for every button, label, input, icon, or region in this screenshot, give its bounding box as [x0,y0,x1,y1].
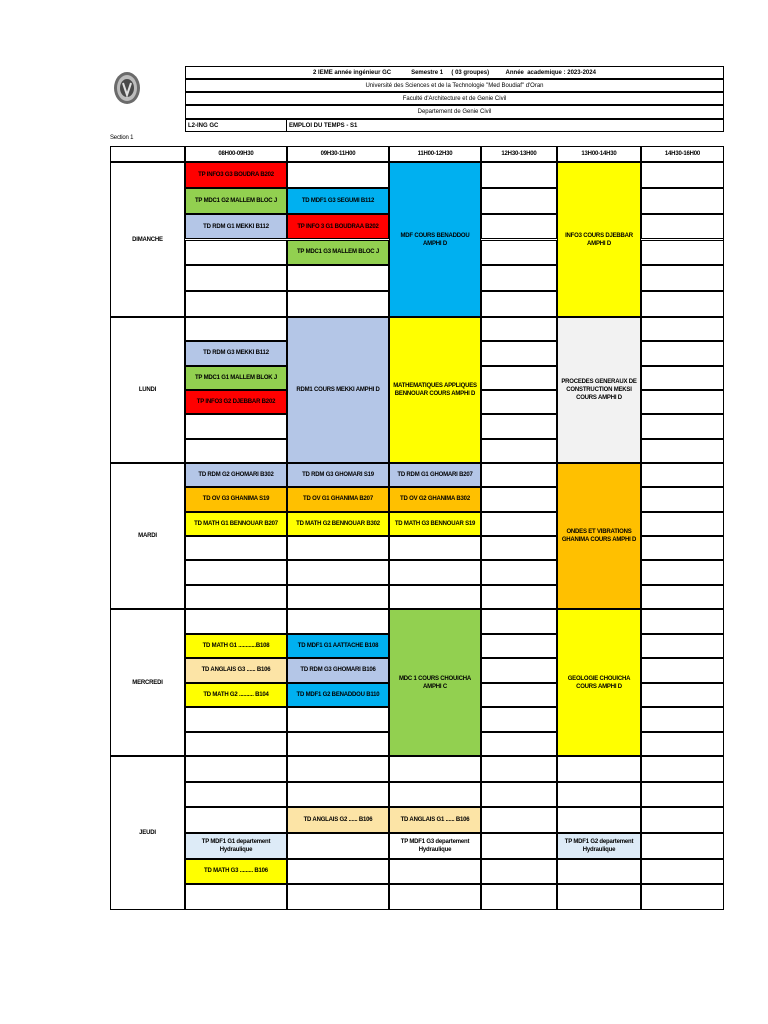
day-label-mercredi: MERCREDI [110,609,185,756]
empty-slot [641,782,724,808]
time-slot-header: 08H00-09H30 [185,146,287,162]
empty-slot [389,884,481,910]
empty-slot [641,317,724,341]
empty-slot [641,341,724,365]
empty-slot [641,634,724,659]
session-mar-2[interactable]: TD RDM G3 GHOMARI S19 [287,463,389,487]
empty-slot [481,833,557,859]
empty-slot [481,884,557,910]
time-slot-header: 12H30-13H00 [481,146,557,162]
session-mer-3[interactable]: TD ANGLAIS G3 ...... B106 [185,658,287,683]
empty-slot [287,756,389,782]
session-lun-6[interactable]: PROCEDES GENERAUX DE CONSTRUCTION MEKSI COURS AMPHI D [557,317,641,463]
empty-slot [287,707,389,732]
empty-slot [287,859,389,885]
empty-slot [557,782,641,808]
header-code: L2-ING GC [185,119,287,132]
time-slot-header: 11H00-12H30 [389,146,481,162]
session-mar-4[interactable]: TD OV G3 GHANIMA S19 [185,487,287,511]
empty-slot [481,366,557,390]
empty-slot [287,884,389,910]
session-dim-2[interactable]: TP MDC1 G2 MALLEM BLOC J [185,188,287,214]
empty-slot [481,859,557,885]
empty-slot [481,188,557,214]
empty-slot [185,439,287,463]
empty-slot [641,487,724,511]
empty-slot [185,585,287,609]
section-label: Section 1 [110,135,134,141]
empty-slot [287,291,389,317]
empty-slot [641,833,724,859]
empty-slot [641,560,724,584]
session-mer-2[interactable]: TD MDF1 G1 AATTACHE B108 [287,634,389,659]
timetable-grid [110,146,724,910]
empty-slot [481,683,557,708]
empty-slot [481,585,557,609]
session-jeu-2[interactable]: TD ANGLAIS G1 ...... B106 [389,807,481,833]
empty-slot [641,884,724,910]
session-mar-9[interactable]: TD MATH G3 BENNOUAR S19 [389,512,481,536]
header-department: Departement de Genie Civil [185,105,724,119]
empty-slot [641,585,724,609]
empty-slot [481,756,557,782]
empty-slot [481,609,557,634]
day-label-dimanche: DIMANCHE [110,162,185,317]
empty-slot [641,366,724,390]
time-slot-header: 14H30-16H00 [641,146,724,162]
session-jeu-1[interactable]: TD ANGLAIS G2 ...... B106 [287,807,389,833]
empty-slot [481,782,557,808]
empty-slot [185,560,287,584]
empty-slot [389,585,481,609]
header-university: Université des Sciences et de la Technologie "Med Boudiaf" d'Oran [185,79,724,92]
empty-slot [287,265,389,291]
empty-slot [481,439,557,463]
empty-slot [481,487,557,511]
empty-slot [481,162,557,188]
session-lun-2[interactable]: TP MDC1 G1 MALLEM BLOK J [185,366,287,390]
empty-slot [641,188,724,214]
empty-slot [287,585,389,609]
empty-slot [481,240,557,266]
session-mar-10[interactable]: ONDES ET VIBRATIONS GHANIMA COURS AMPHI D [557,463,641,609]
header-line-1: 2 IEME année ingénieur GC Semestre 1 ( 03 groupes) Année academique : 2023-2024 [185,66,724,79]
empty-slot [185,317,287,341]
empty-slot [287,560,389,584]
empty-slot [641,683,724,708]
empty-slot [185,884,287,910]
session-lun-3[interactable]: TP INFO3 G2 DJEBBAR B202 [185,390,287,414]
session-mar-3[interactable]: TD RDM G1 GHOMARI B207 [389,463,481,487]
empty-slot [287,732,389,757]
empty-slot [481,463,557,487]
empty-slot [557,807,641,833]
empty-slot [481,732,557,757]
day-label-jeudi: JEUDI [110,756,185,910]
empty-slot [481,658,557,683]
session-dim-7[interactable]: MDF COURS BENADDOU AMPHI D [389,162,481,317]
session-lun-4[interactable]: RDM1 COURS MEKKI AMPHI D [287,317,389,463]
empty-slot [641,214,724,240]
empty-slot [557,859,641,885]
empty-slot [641,265,724,291]
session-jeu-5[interactable]: TP MDF1 G2 departement Hydraulique [557,833,641,859]
empty-slot [481,807,557,833]
session-lun-1[interactable]: TD RDM G3 MEKKI B112 [185,341,287,365]
empty-slot [641,240,724,266]
empty-slot [185,807,287,833]
session-dim-3[interactable]: TD RDM G1 MEKKI B112 [185,214,287,240]
session-mer-8[interactable]: GEOLOGIE CHOUICHA COURS AMPHI D [557,609,641,756]
empty-slot [185,291,287,317]
session-mer-4[interactable]: TD RDM G3 GHOMARI B106 [287,658,389,683]
session-dim-1[interactable]: TP INFO3 G3 BOUDRA B202 [185,162,287,188]
empty-slot [641,414,724,438]
session-mar-5[interactable]: TD OV G1 GHANIMA B207 [287,487,389,511]
time-slot-header: 13H00-14H30 [557,146,641,162]
session-mer-6[interactable]: TD MDF1 G2 BENADDOU B110 [287,683,389,708]
empty-slot [481,707,557,732]
session-dim-5[interactable]: TP INFO 3 G1 BOUDRAA B202 [287,214,389,240]
session-dim-6[interactable]: TP MDC1 G3 MALLEM BLOC J [287,240,389,266]
empty-slot [287,162,389,188]
empty-slot [481,317,557,341]
university-logo [113,71,141,105]
session-jeu-3[interactable]: TP MDF1 G1 departement Hydraulique [185,833,287,859]
time-slot-header: 09H30-11H00 [287,146,389,162]
empty-slot [641,707,724,732]
day-label-mardi: MARDI [110,463,185,609]
empty-slot [641,162,724,188]
empty-slot [641,536,724,560]
empty-slot [389,859,481,885]
empty-slot [481,390,557,414]
empty-slot [287,782,389,808]
empty-slot [287,833,389,859]
empty-slot [481,634,557,659]
session-mar-7[interactable]: TD MATH G1 BENNOUAR B207 [185,512,287,536]
empty-slot [389,756,481,782]
empty-slot [185,707,287,732]
empty-slot [185,782,287,808]
session-mer-7[interactable]: MDC 1 COURS CHOUICHA AMPHI C [389,609,481,756]
empty-slot [481,560,557,584]
empty-slot [481,536,557,560]
empty-slot [389,536,481,560]
session-mar-1[interactable]: TD RDM G2 GHOMARI B302 [185,463,287,487]
empty-slot [641,807,724,833]
empty-slot [641,756,724,782]
header-faculty: Faculté d'Architecture et de Genie Civil [185,92,724,105]
empty-slot [481,265,557,291]
empty-slot [481,414,557,438]
empty-slot [389,782,481,808]
empty-slot [185,536,287,560]
empty-slot [287,609,389,634]
empty-slot [185,756,287,782]
empty-slot [641,609,724,634]
empty-slot [185,732,287,757]
empty-slot [557,884,641,910]
empty-slot [185,414,287,438]
empty-slot [185,240,287,266]
empty-slot [557,756,641,782]
session-dim-8[interactable]: INFO3 COURS DJEBBAR AMPHI D [557,162,641,317]
empty-slot [641,658,724,683]
empty-slot [287,536,389,560]
day-column-header [110,146,185,162]
empty-slot [481,512,557,536]
empty-slot [185,265,287,291]
university-seal-icon [113,71,141,105]
empty-slot [641,463,724,487]
empty-slot [481,341,557,365]
session-jeu-6[interactable]: TD MATH G3 ......... B106 [185,859,287,885]
session-dim-4[interactable]: TD MDF1 G3 SEGUMI B112 [287,188,389,214]
session-jeu-4[interactable]: TP MDF1 G3 departement Hydraulique [389,833,481,859]
empty-slot [185,609,287,634]
session-mer-5[interactable]: TD MATH G2 .......... B104 [185,683,287,708]
header-title: EMPLOI DU TEMPS - S1 [286,119,724,132]
empty-slot [481,214,557,240]
empty-slot [641,732,724,757]
empty-slot [641,859,724,885]
session-lun-5[interactable]: MATHEMATIQUES APPLIQUES BENNOUAR COURS AMPHI D [389,317,481,463]
empty-slot [481,291,557,317]
session-mer-1[interactable]: TD MATH G1 ............B108 [185,634,287,659]
empty-slot [641,439,724,463]
day-label-lundi: LUNDI [110,317,185,463]
empty-slot [641,291,724,317]
session-mar-8[interactable]: TD MATH G2 BENNOUAR B302 [287,512,389,536]
empty-slot [389,560,481,584]
empty-slot [641,512,724,536]
session-mar-6[interactable]: TD OV G2 GHANIMA B302 [389,487,481,511]
empty-slot [641,390,724,414]
